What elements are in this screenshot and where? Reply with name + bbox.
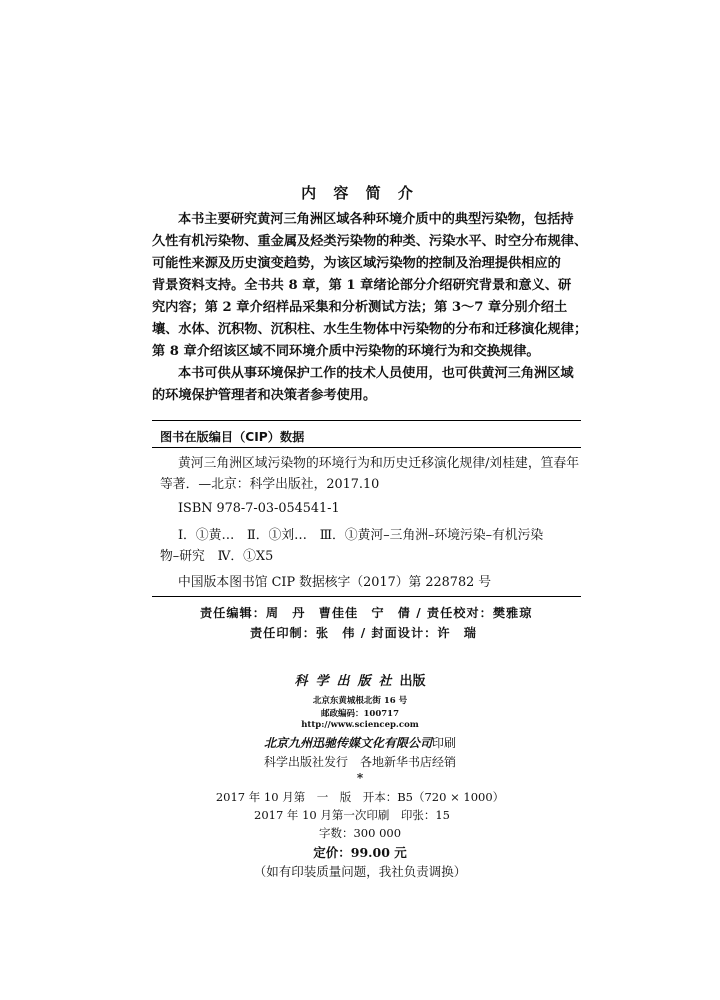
summary-title: 内 容 简 介	[301, 184, 419, 202]
distribution: 科学出版社发行 各地新华书店经销	[263, 755, 456, 769]
cip-entry-line: 等著．—北京：科学出版社，2017.10	[160, 477, 380, 492]
staff-production: 责任印制：张 伟 / 封面设计：许 瑞	[250, 626, 477, 640]
printer-name	[0, 734, 720, 751]
publisher-calligraphy: 科学出版社	[294, 674, 400, 689]
quality-note: （如有印装质量问题，我社负责调换）	[253, 864, 467, 879]
printer-calligraphy: 北京九州迅驰传媒文化有限公司	[263, 736, 432, 750]
summary-line: 壤、水体、沉积物、沉积柱、水生生物体中污染物的分布和迁移演化规律；	[152, 322, 588, 337]
star-separator: *	[356, 771, 364, 785]
printer-suffix: 印刷	[432, 736, 457, 750]
summary-line: 的环境保护管理者和决策者参考使用。	[152, 388, 377, 403]
publisher-name	[0, 670, 720, 689]
divider	[152, 420, 581, 421]
cip-classification-line: Ⅰ．①黄… Ⅱ．①刘… Ⅲ．①黄河–三角洲–环境污染–有机污染	[178, 528, 544, 543]
summary-line: 究内容；第 2 章介绍样品采集和分析测试方法；第 3～7 章分别介绍土	[152, 300, 568, 315]
cip-heading: 图书在版编目（CIP）数据	[160, 430, 305, 444]
summary-line: 背景资料支持。全书共 8 章，第 1 章绪论部分介绍研究背景和意义、研	[152, 278, 572, 293]
publisher-address: 北京东黄城根北街 16 号	[312, 696, 408, 706]
cip-number: 中国版本图书馆 CIP 数据核字（2017）第 228782 号	[178, 575, 492, 590]
divider	[152, 596, 581, 597]
summary-line: 久性有机污染物、重金属及烃类污染物的种类、污染水平、时空分布规律、	[152, 234, 588, 249]
publisher-postcode: 邮政编码：100717	[321, 709, 399, 719]
price: 定价：99.00 元	[313, 845, 407, 860]
staff-editors: 责任编辑：周 丹 曹佳佳 宁 倩 / 责任校对：樊雅琼	[200, 606, 533, 620]
publisher-website: http://www.sciencep.com	[301, 720, 419, 730]
printing-info: 2017 年 10 月第一次印刷 印张：15	[254, 808, 450, 822]
summary-line: 本书主要研究黄河三角洲区域各种环境介质中的典型污染物，包括持	[178, 212, 574, 227]
cip-isbn: ISBN 978-7-03-054541-1	[178, 501, 340, 516]
publisher-suffix: 出版	[399, 674, 426, 689]
summary-line: 第 8 章介绍该区域不同环境介质中污染物的环境行为和交换规律。	[152, 344, 540, 359]
summary-line: 可能性来源及历史演变趋势，为该区域污染物的控制及治理提供相应的	[152, 256, 561, 271]
word-count: 字数：300 000	[318, 826, 402, 840]
cip-classification-line: 物–研究 Ⅳ．①X5	[160, 549, 274, 564]
edition-info: 2017 年 10 月第 一 版 开本：B5（720 × 1000）	[215, 790, 505, 804]
divider	[152, 447, 581, 448]
summary-line: 本书可供从事环境保护工作的技术人员使用，也可供黄河三角洲区域	[178, 366, 574, 381]
cip-entry-line: 黄河三角洲区域污染物的环境行为和历史迁移演化规律/刘桂建，笪春年	[178, 456, 580, 471]
